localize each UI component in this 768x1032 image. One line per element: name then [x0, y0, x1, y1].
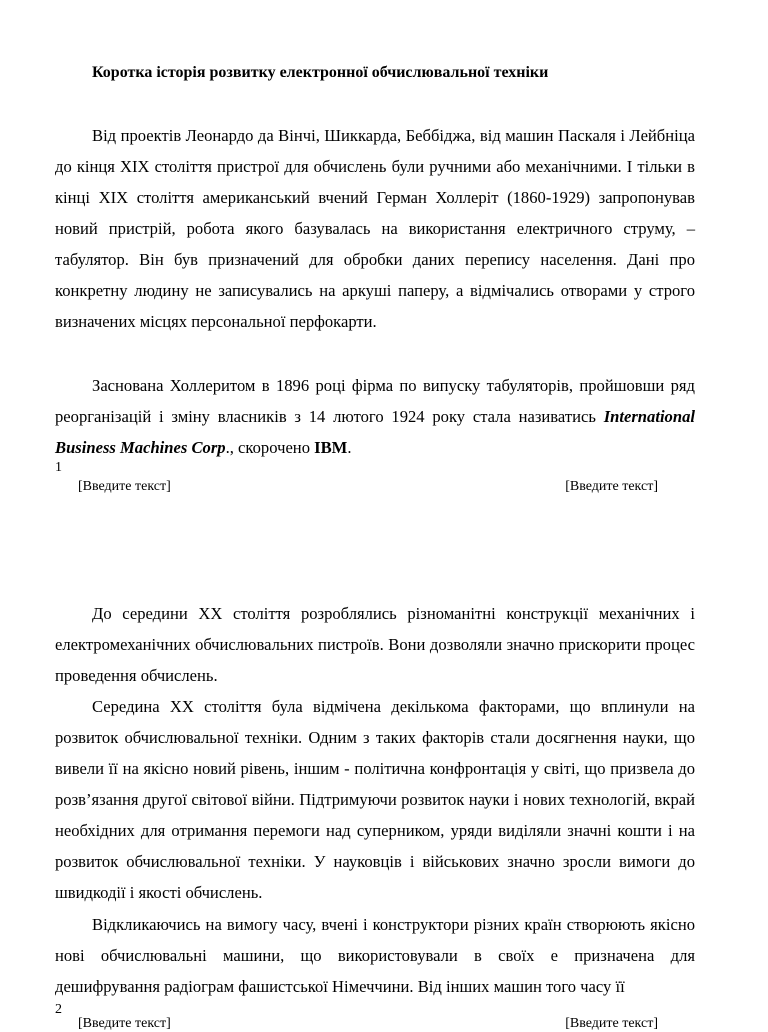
- paragraph-new-machines: Відкликаючись на вимогу часу, вчені і конструктори різних країн створюють якісно нові обчислювальні машини, що використовували в своїх е призначена для дешифрування радіограм фашистської Німеччини. Від інших машин того часу її: [55, 915, 695, 996]
- paragraph-ibm-founding: [55, 370, 695, 463]
- paragraph-mid-century-factors: Середина XX століття була відмічена декількома факторами, що вплинули на розвиток обчислювальної техніки. Одним з таких факторів стали досягнення науки, що вивели її на якісно новий рівень, іншим - політична конфронтація у світі, що призвела до розв’язання другої світової війни. Підтримуючи розвиток науки і нових технологій, вкрай необхідних для отримання перемоги над суперником, уряди виділяли значні кошти і на розвиток обчислювальної техніки. У науковців і військових значно зросли вимоги до швидкодії і якості обчислень.: [55, 697, 695, 902]
- footer-right-placeholder-1[interactable]: [Введите текст]: [565, 479, 658, 494]
- footer-left-placeholder-1[interactable]: [Введите текст]: [78, 479, 171, 494]
- document-title: Коротка історія розвитку електронної обчислювальної техніки: [92, 64, 549, 81]
- page-number-1: 1: [55, 460, 62, 475]
- paragraph-ibm-text-end: .: [347, 438, 352, 457]
- paragraph-ibm-text-start: Заснована Холлеритом в 1896 році фірма по випуску табуляторів, пройшовши ряд реорганізацій і зміну власників з 14 лютого 1924 року стала називатись: [55, 376, 695, 426]
- company-name: International Business Machines Corp: [55, 407, 695, 457]
- paragraph-history-intro: Від проектів Леонардо да Вінчі, Шиккарда, Беббіджа, від машин Паскаля і Лейбніца до кінця XIX століття пристрої для обчислень були ручними або механічними. І тільки в кінці XIX століття американський вчений Герман Холлеріт (1860-1929) запропонував новий пристрій, робота якого базувалась на використання електричного струму, – табулятор. Він був призначений для обробки даних перепису населення. Дані про конкретну людину не записувались на аркуші паперу, а відмічались отворами у строго визначених місцях персональної перфокарти.: [55, 126, 695, 331]
- footer-left-placeholder-2[interactable]: [Введите текст]: [78, 1016, 171, 1031]
- paragraph-mid-century-devices: До середини XX століття розроблялись різноманітні конструкції механічних і електромеханічних обчислювальних пистроїв. Вони дозволяли значно прискорити процес проведення обчислень.: [55, 604, 695, 685]
- footer-right-placeholder-2[interactable]: [Введите текст]: [565, 1016, 658, 1031]
- company-abbreviation: IBM: [314, 438, 348, 457]
- paragraph-ibm-text-mid: ., скорочено: [225, 438, 315, 457]
- page-number-2: 2: [55, 1002, 62, 1017]
